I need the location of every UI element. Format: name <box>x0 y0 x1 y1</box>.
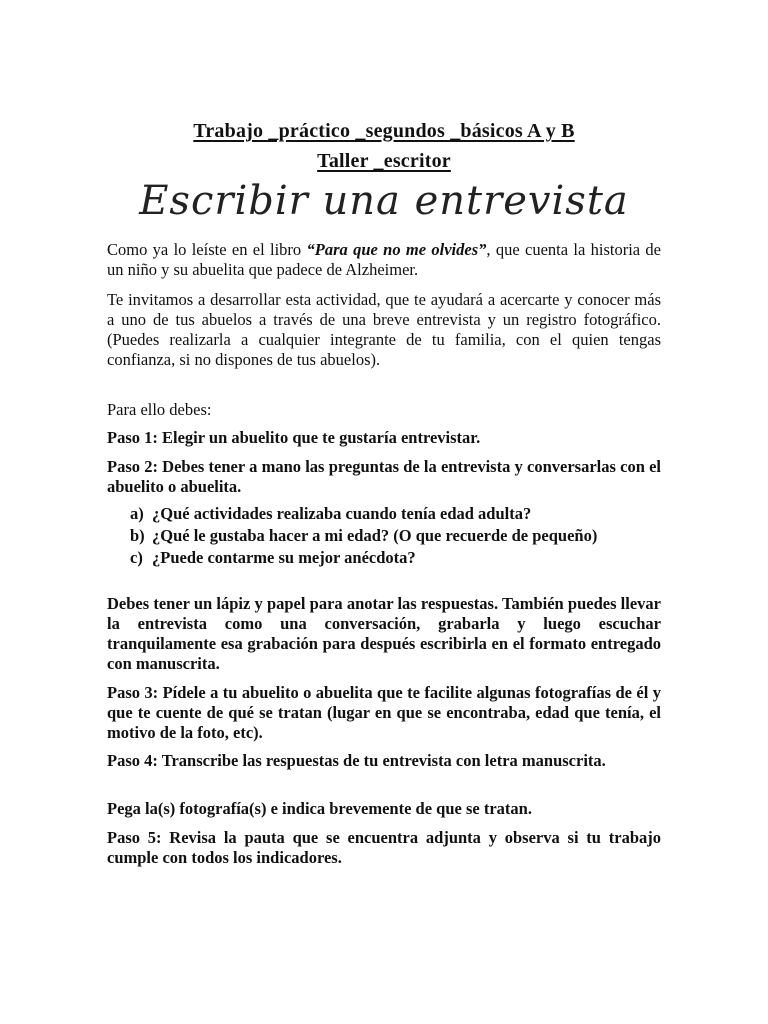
para-ello-text: Para ello debes: <box>107 400 212 419</box>
paso-2: Paso 2: Debes tener a mano las preguntas de la entrevista y conversarlas con el abuelito o abuelita. <box>107 457 661 496</box>
list-marker: a) <box>130 504 144 523</box>
paso-4: Paso 4: Transcribe las respuestas de tu entrevista con letra manuscrita. <box>107 751 606 770</box>
script-heading: Escribir una entrevista <box>139 178 629 224</box>
book-title: “Para que no me olvides” <box>306 240 487 259</box>
question-list <box>130 504 661 570</box>
list-item <box>130 526 661 546</box>
invitation-paragraph: Te invitamos a desarrollar esta actividad, que te ayudará a acercarte y conocer más a uno de tus abuelos a través de una breve entrevista y un registro fotográfico. (Puedes realizarla a cualquier integrante de tu familia, con el quien tengas confianza, si no dispones de tus abuelos). <box>107 290 661 369</box>
intro-text-start: Como ya lo leíste en el libro <box>107 240 307 259</box>
paso-3: Paso 3: Pídele a tu abuelito o abuelita que te facilite algunas fotografías de él y que te cuente de qué se tratan (lugar en que se encontraba, edad que tenía, el motivo de la foto, etc). <box>107 683 661 742</box>
paso-1: Paso 1: Elegir un abuelito que te gustaría entrevistar. <box>107 428 481 447</box>
list-item <box>130 504 661 524</box>
intro-paragraph <box>107 240 661 280</box>
document-subtitle: Taller _escritor <box>317 150 451 172</box>
list-item <box>130 548 661 568</box>
question-text: ¿Puede contarme su mejor anécdota? <box>152 548 416 567</box>
document-title: Trabajo _práctico _segundos _básicos A y B <box>193 120 575 142</box>
question-text: ¿Qué le gustaba hacer a mi edad? (O que recuerde de pequeño) <box>152 526 598 545</box>
list-marker: b) <box>130 526 145 545</box>
lapiz-paragraph: Debes tener un lápiz y papel para anotar las respuestas. También puedes llevar la entrevista como una conversación, grabarla y luego escuchar tranquilamente esa grabación para después escribirla en el formato entregado con manuscrita. <box>107 594 661 673</box>
question-text: ¿Qué actividades realizaba cuando tenía edad adulta? <box>152 504 532 523</box>
intro-text-end: , que cuenta la historia de un niño y su abuelita que padece de Alzheimer. <box>107 240 661 279</box>
paso-5: Paso 5: Revisa la pauta que se encuentra adjunta y observa si tu trabajo cumple con todos los indicadores. <box>107 828 661 867</box>
list-marker: c) <box>130 548 143 567</box>
pega-instruction: Pega la(s) fotografía(s) e indica brevemente de que se tratan. <box>107 799 532 818</box>
